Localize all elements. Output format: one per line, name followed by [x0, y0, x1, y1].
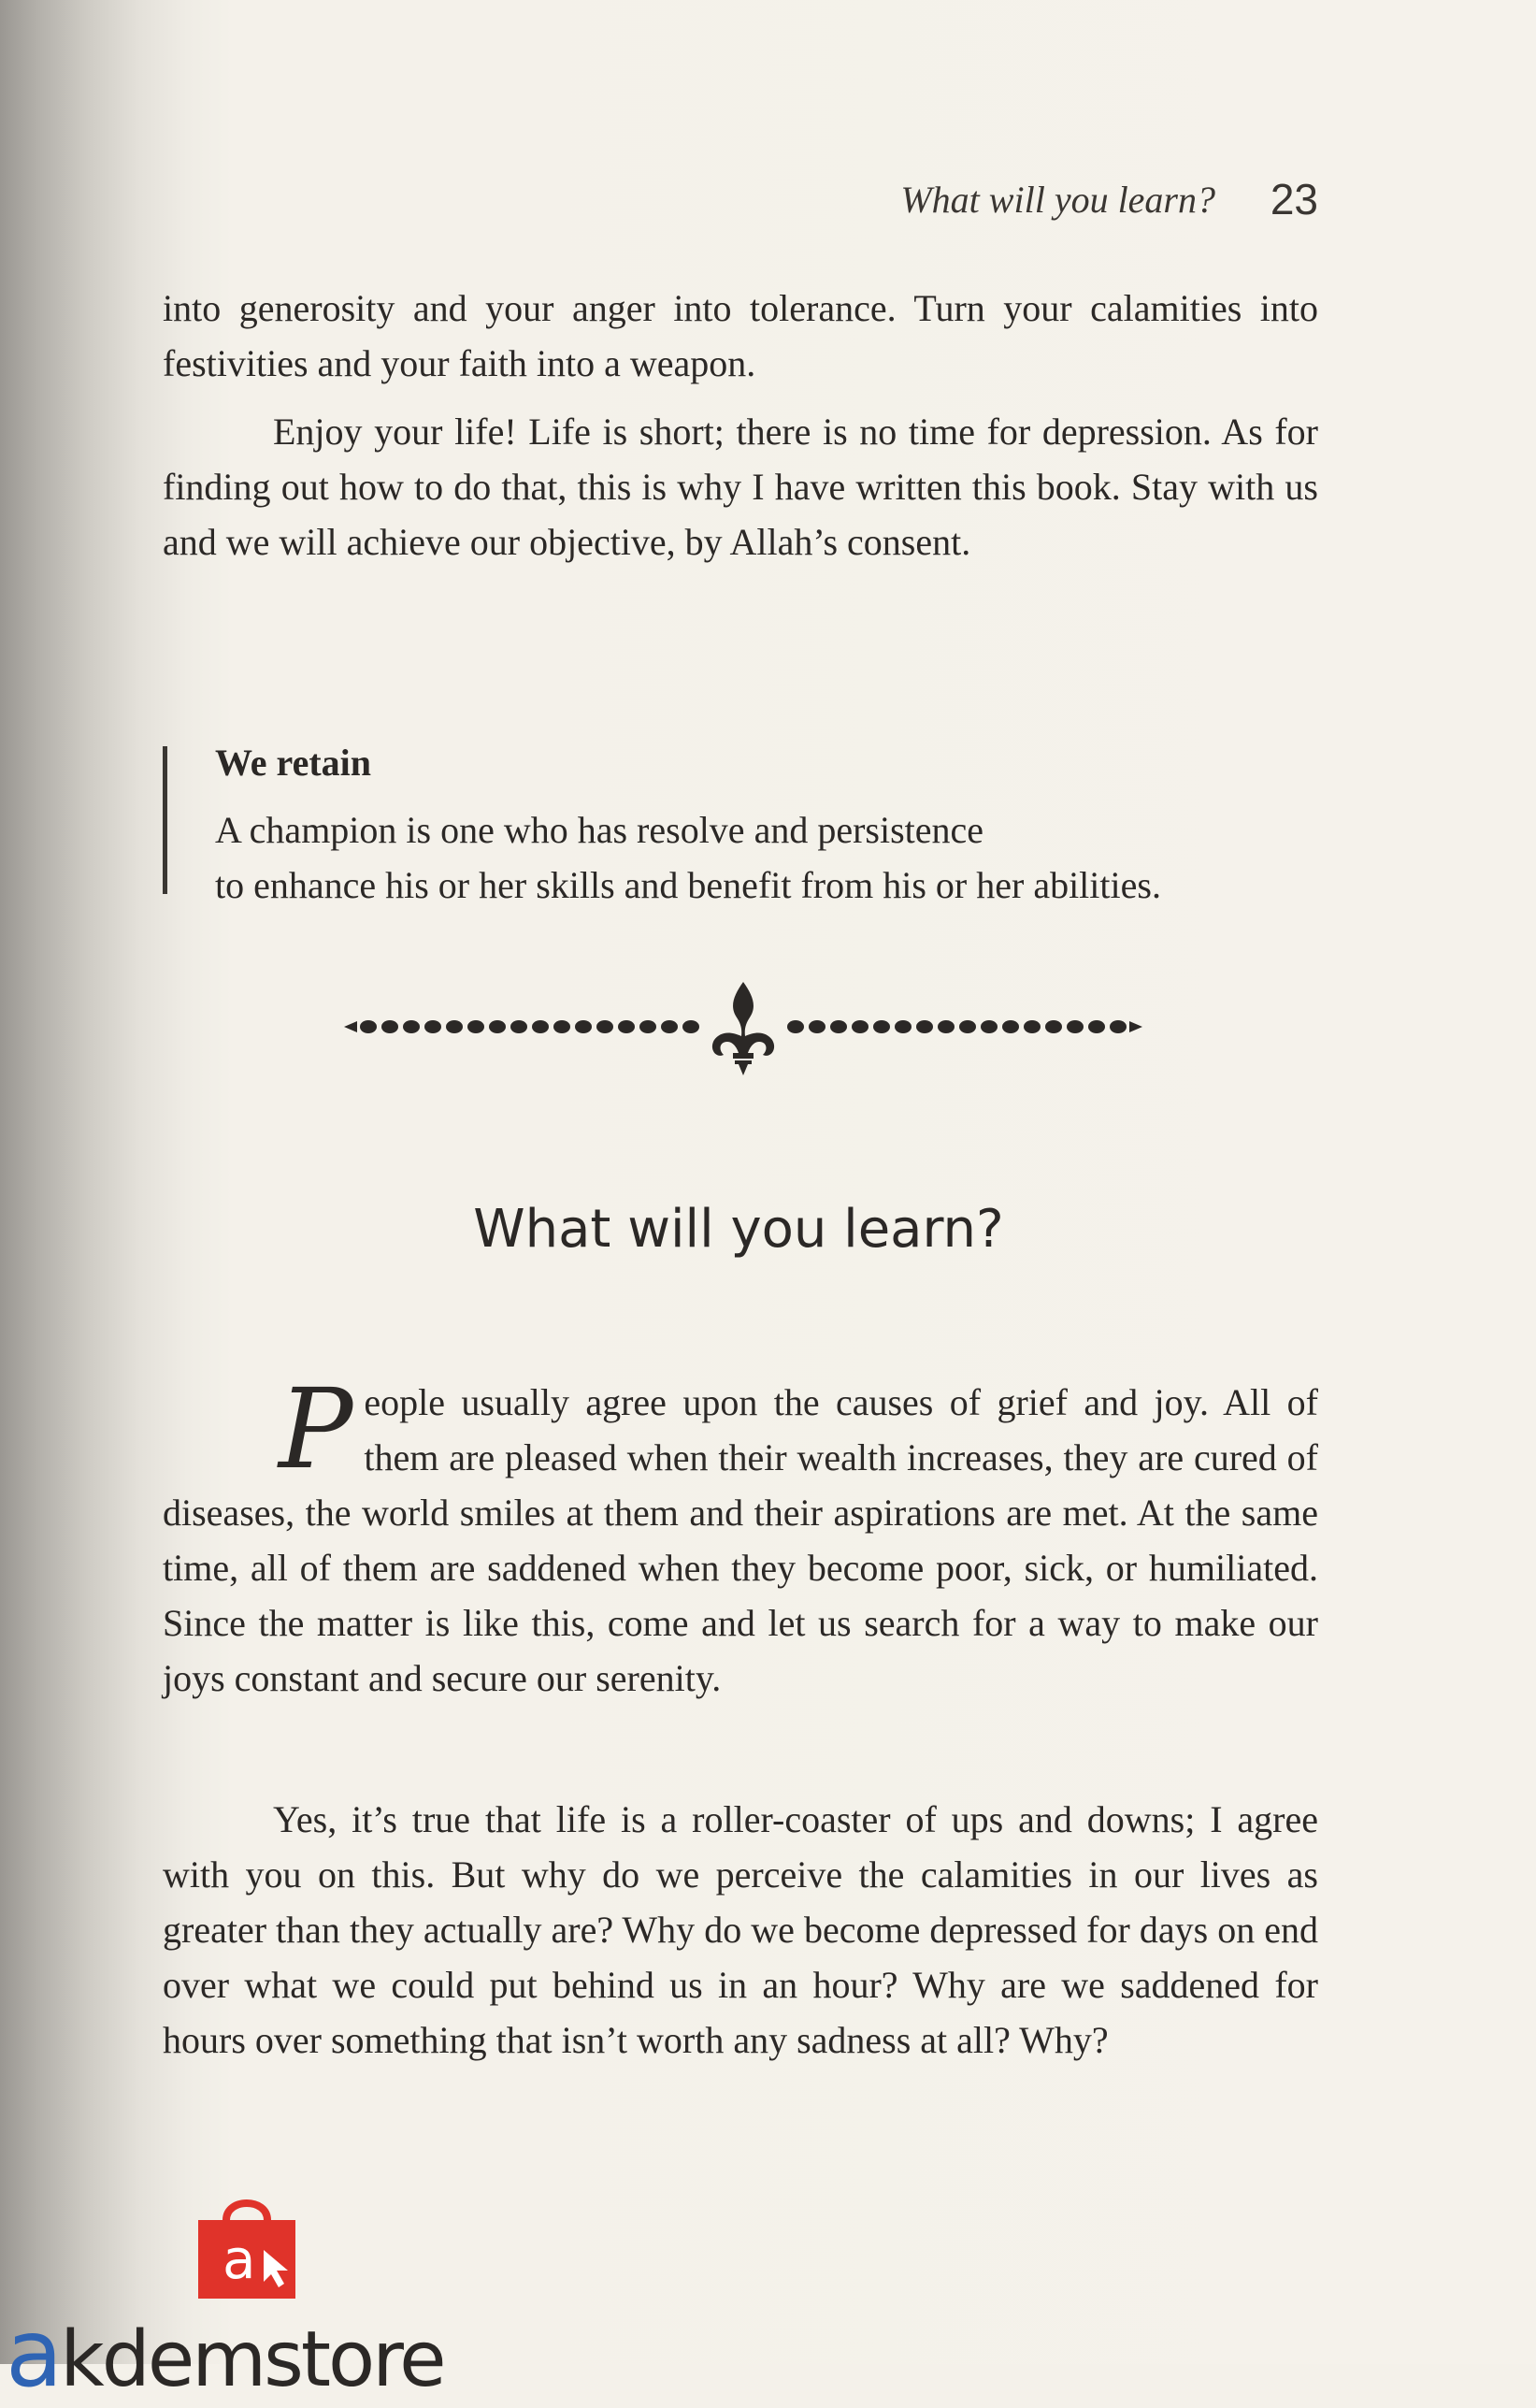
ornament-dot	[596, 1020, 613, 1033]
ornament-dot	[1024, 1020, 1041, 1033]
box-line-1: A champion is one who has resolve and persistence	[215, 809, 984, 851]
ornament-dot	[916, 1020, 933, 1033]
we-retain-box	[163, 741, 1378, 909]
page-number: 23	[1270, 175, 1318, 223]
bag-letter: a	[223, 2228, 256, 2291]
paragraph-1: into generosity and your anger into tolerance. Turn your calamities into festivities and your faith into a weapon.	[163, 287, 1318, 384]
fleur-de-lis-divider-icon	[337, 974, 1150, 1077]
ornament-dot	[532, 1020, 549, 1033]
ornament-dot	[403, 1020, 420, 1033]
ornament-dot	[575, 1020, 592, 1033]
ornament-dot	[1088, 1020, 1105, 1033]
ornament-dot	[661, 1020, 678, 1033]
paragraph-3-text: eople usually agree upon the causes of grief and joy. All of them are pleased when their wealth increases, they are cured of diseases, the world smiles at them and their aspirations are met. At the same time, all of them are saddened when they become poor, sick, or humiliated. Since the matter is like this, come and let us search for a way to make our joys constant and secure our serenity.	[163, 1381, 1318, 1699]
paragraph-3	[163, 1364, 1318, 1706]
ornament-dot	[895, 1020, 912, 1033]
ornament-dot	[981, 1020, 998, 1033]
ornament-dot	[381, 1020, 398, 1033]
ornament-dot	[1067, 1020, 1084, 1033]
ornament-dot	[830, 1020, 847, 1033]
ornament-dot	[682, 1020, 699, 1033]
ornament-dot	[553, 1020, 570, 1033]
ornament-dot	[852, 1020, 868, 1033]
ornament-dot	[938, 1020, 955, 1033]
ornament-dot	[489, 1020, 506, 1033]
ornament-dot	[809, 1020, 825, 1033]
shopping-bag-icon	[194, 2188, 299, 2299]
header-title: What will you learn?	[900, 179, 1215, 221]
ornament-dot	[1045, 1020, 1062, 1033]
ornament-dot	[1110, 1020, 1127, 1033]
ornament-dot	[873, 1020, 890, 1033]
ornament-dot	[467, 1020, 484, 1033]
paragraph-4: Yes, it’s true that life is a roller-coaster of ups and downs; I agree with you on this. But why do we perceive the calamities in our lives as greater than they actually are? Why do we become depressed for days on end over what we could put behind us in an hour? Why are we saddened for hours over something that isn’t worth any sadness at all? Why?	[163, 1798, 1318, 2061]
ornament-dot	[959, 1020, 976, 1033]
ornament-dot	[618, 1020, 635, 1033]
ornament-dot	[360, 1020, 377, 1033]
box-line-2: to enhance his or her skills and benefit from his or her abilities.	[215, 864, 1161, 906]
brand-logo-text: akdemstore	[6, 2299, 444, 2408]
ornament-dot	[639, 1020, 656, 1033]
ornament-dot	[424, 1020, 441, 1033]
ornament-dot	[787, 1020, 804, 1033]
ornament-dot	[1002, 1020, 1019, 1033]
box-left-rule	[163, 746, 167, 894]
paragraph-2: Enjoy your life! Life is short; there is no time for depression. As for finding out how to do that, this is why I have written this book. Stay with us and we will achieve our objective, by Allah’s consent.	[163, 411, 1318, 563]
ornament-dot	[510, 1020, 527, 1033]
running-header	[879, 175, 1318, 234]
section-title: What will you learn?	[473, 1199, 1004, 1260]
box-title: We retain	[215, 742, 372, 784]
drop-cap: P	[279, 1364, 353, 1493]
store-watermark	[0, 2170, 505, 2408]
ornament-dot	[446, 1020, 463, 1033]
